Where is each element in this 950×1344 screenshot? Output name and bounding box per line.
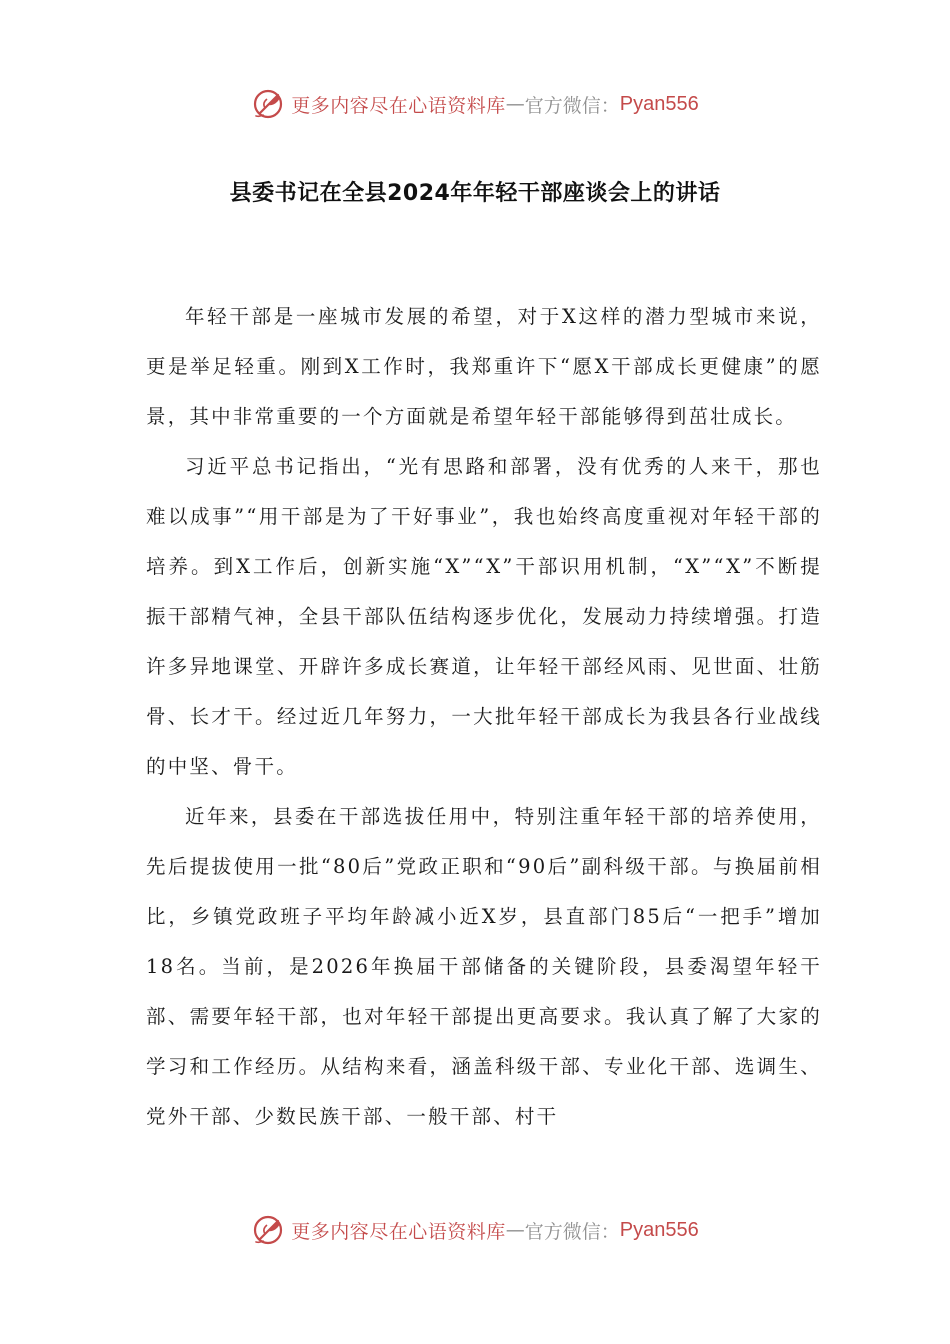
quill-logo-icon [251, 1212, 287, 1248]
document-body [146, 292, 822, 1142]
banner-text: 更多内容尽在心语资料库 [291, 94, 506, 117]
paragraph: 年轻干部是一座城市发展的希望，对于X这样的潜力型城市来说，更是举足轻重。刚到X工作时，我郑重许下“愿X干部成长更健康”的愿景，其中非常重要的一个方面就是希望年轻干部能够得到茁壮成长。 [146, 305, 822, 428]
banner-dash: — [505, 93, 525, 115]
banner-wechat-label: 官方微信： [524, 1220, 620, 1243]
header-watermark-banner [0, 82, 950, 126]
banner-dash: — [505, 1219, 525, 1241]
banner-wechat-id: Pyan556 [619, 92, 699, 115]
banner-wechat-id: Pyan556 [619, 1218, 699, 1241]
document-title: 县委书记在全县2024年年轻干部座谈会上的讲话 [229, 181, 721, 206]
banner-wechat-label: 官方微信： [524, 94, 620, 117]
quill-logo-icon [251, 86, 287, 122]
banner-text: 更多内容尽在心语资料库 [291, 1220, 506, 1243]
paragraph: 习近平总书记指出，“光有思路和部署，没有优秀的人来干，那也难以成事”“用干部是为了干好事业”，我也始终高度重视对年轻干部的培养。到X工作后，创新实施“X”“X”干部识用机制，“X”“X”不断提振干部精气神，全县干部队伍结构逐步优化，发展动力持续增强。打造许多异地课堂、开辟许多成长赛道，让年轻干部经风雨、见世面、壮筋骨、长才干。经过近几年努力，一大批年轻干部成长为我县各行业战线的中坚、骨干。 [146, 455, 822, 778]
footer-watermark-banner [0, 1208, 950, 1252]
paragraph: 近年来，县委在干部选拔任用中，特别注重年轻干部的培养使用，先后提拔使用一批“80后”党政正职和“90后”副科级干部。与换届前相比，乡镇党政班子平均年龄减小近X岁，县直部门85后“一把手”增加18名。当前，是2026年换届干部储备的关键阶段，县委渴望年轻干部、需要年轻干部，也对年轻干部提出更高要求。我认真了解了大家的学习和工作经历。从结构来看，涵盖科级干部、专业化干部、选调生、党外干部、少数民族干部、一般干部、村干 [146, 805, 822, 1128]
